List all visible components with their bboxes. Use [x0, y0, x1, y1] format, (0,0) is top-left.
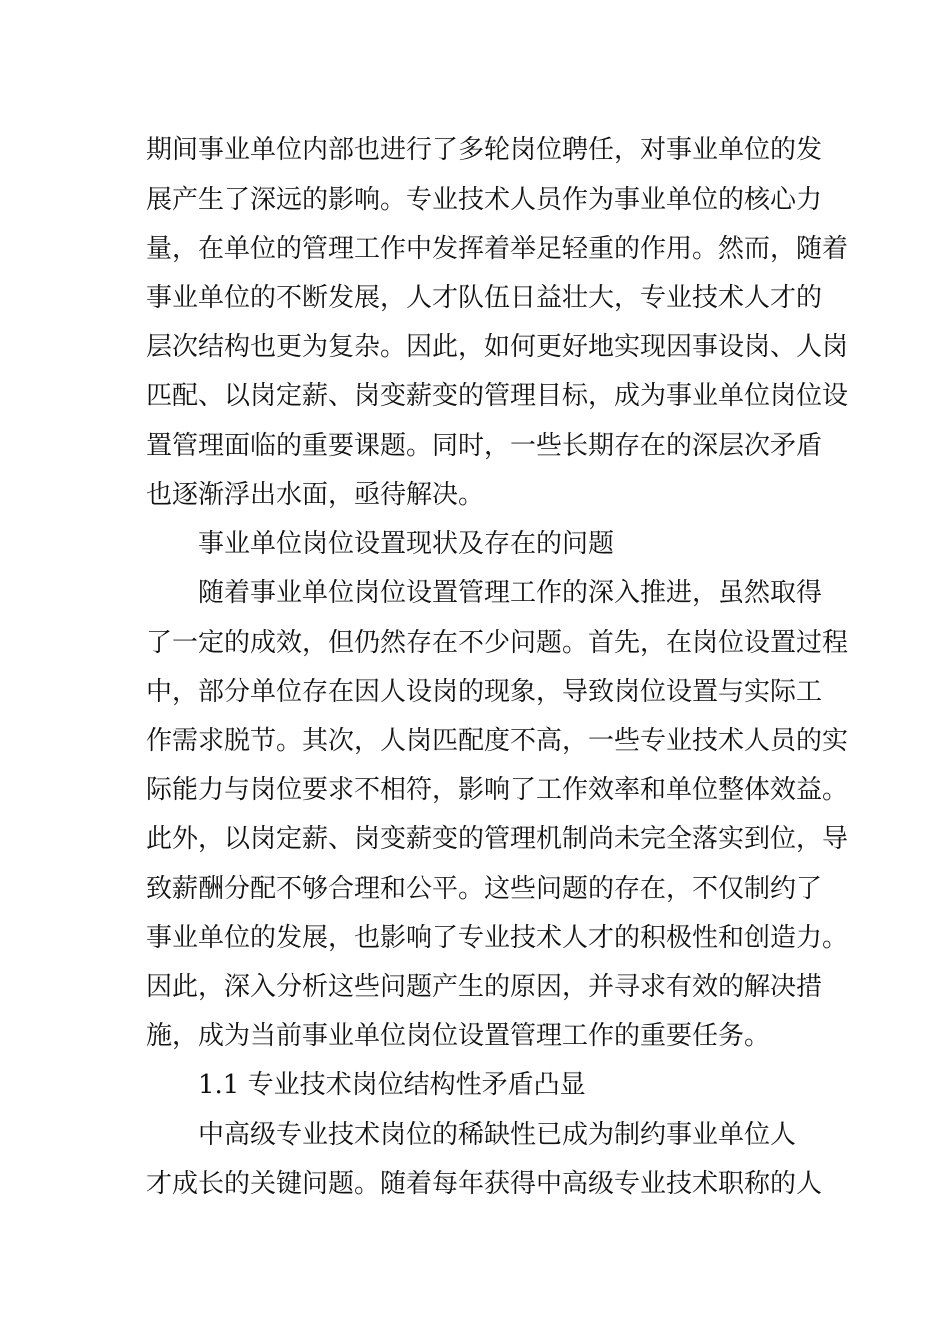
- section-heading: 事业单位岗位设置现状及存在的问题: [198, 529, 615, 559]
- body-text-line: 中，部分单位存在因人设岗的现象，导致岗位设置与实际工: [146, 677, 823, 707]
- body-text-line: 量，在单位的管理工作中发挥着举足轻重的作用。然而，随着: [146, 234, 849, 264]
- body-text-line: 也逐渐浮出水面，亟待解决。: [146, 480, 485, 510]
- body-text-line: 中高级专业技术岗位的稀缺性已成为制约事业单位人: [198, 1120, 797, 1150]
- body-text-line: 期间事业单位内部也进行了多轮岗位聘任，对事业单位的发: [146, 135, 823, 165]
- subsection-heading: 1.1 专业技术岗位结构性矛盾凸显: [198, 1070, 586, 1100]
- body-text-line: 置管理面临的重要课题。同时，一些长期存在的深层次矛盾: [146, 431, 823, 461]
- body-text-line: 际能力与岗位要求不相符，影响了工作效率和单位整体效益。: [146, 775, 849, 805]
- body-text-line: 事业单位的不断发展，人才队伍日益壮大，专业技术人才的: [146, 283, 823, 313]
- body-text-line: 此外，以岗定薪、岗变薪变的管理机制尚未完全落实到位，导: [146, 824, 849, 854]
- body-text-line: 事业单位的发展，也影响了专业技术人才的积极性和创造力。: [146, 923, 849, 953]
- body-text-line: 因此，深入分析这些问题产生的原因，并寻求有效的解决措: [146, 972, 823, 1002]
- body-text-line: 展产生了深远的影响。专业技术人员作为事业单位的核心力: [146, 185, 823, 215]
- body-text-line: 才成长的关键问题。随着每年获得中高级专业技术职称的人: [146, 1169, 823, 1199]
- body-text-line: 随着事业单位岗位设置管理工作的深入推进，虽然取得: [198, 578, 823, 608]
- body-text-line: 作需求脱节。其次，人岗匹配度不高，一些专业技术人员的实: [146, 726, 849, 756]
- body-text-line: 匹配、以岗定薪、岗变薪变的管理目标，成为事业单位岗位设: [146, 381, 849, 411]
- body-text-line: 施，成为当前事业单位岗位设置管理工作的重要任务。: [146, 1021, 771, 1051]
- body-text-line: 层次结构也更为复杂。因此，如何更好地实现因事设岗、人岗: [146, 332, 849, 362]
- body-text-line: 致薪酬分配不够合理和公平。这些问题的存在，不仅制约了: [146, 874, 823, 904]
- body-text-line: 了一定的成效，但仍然存在不少问题。首先，在岗位设置过程: [146, 628, 849, 658]
